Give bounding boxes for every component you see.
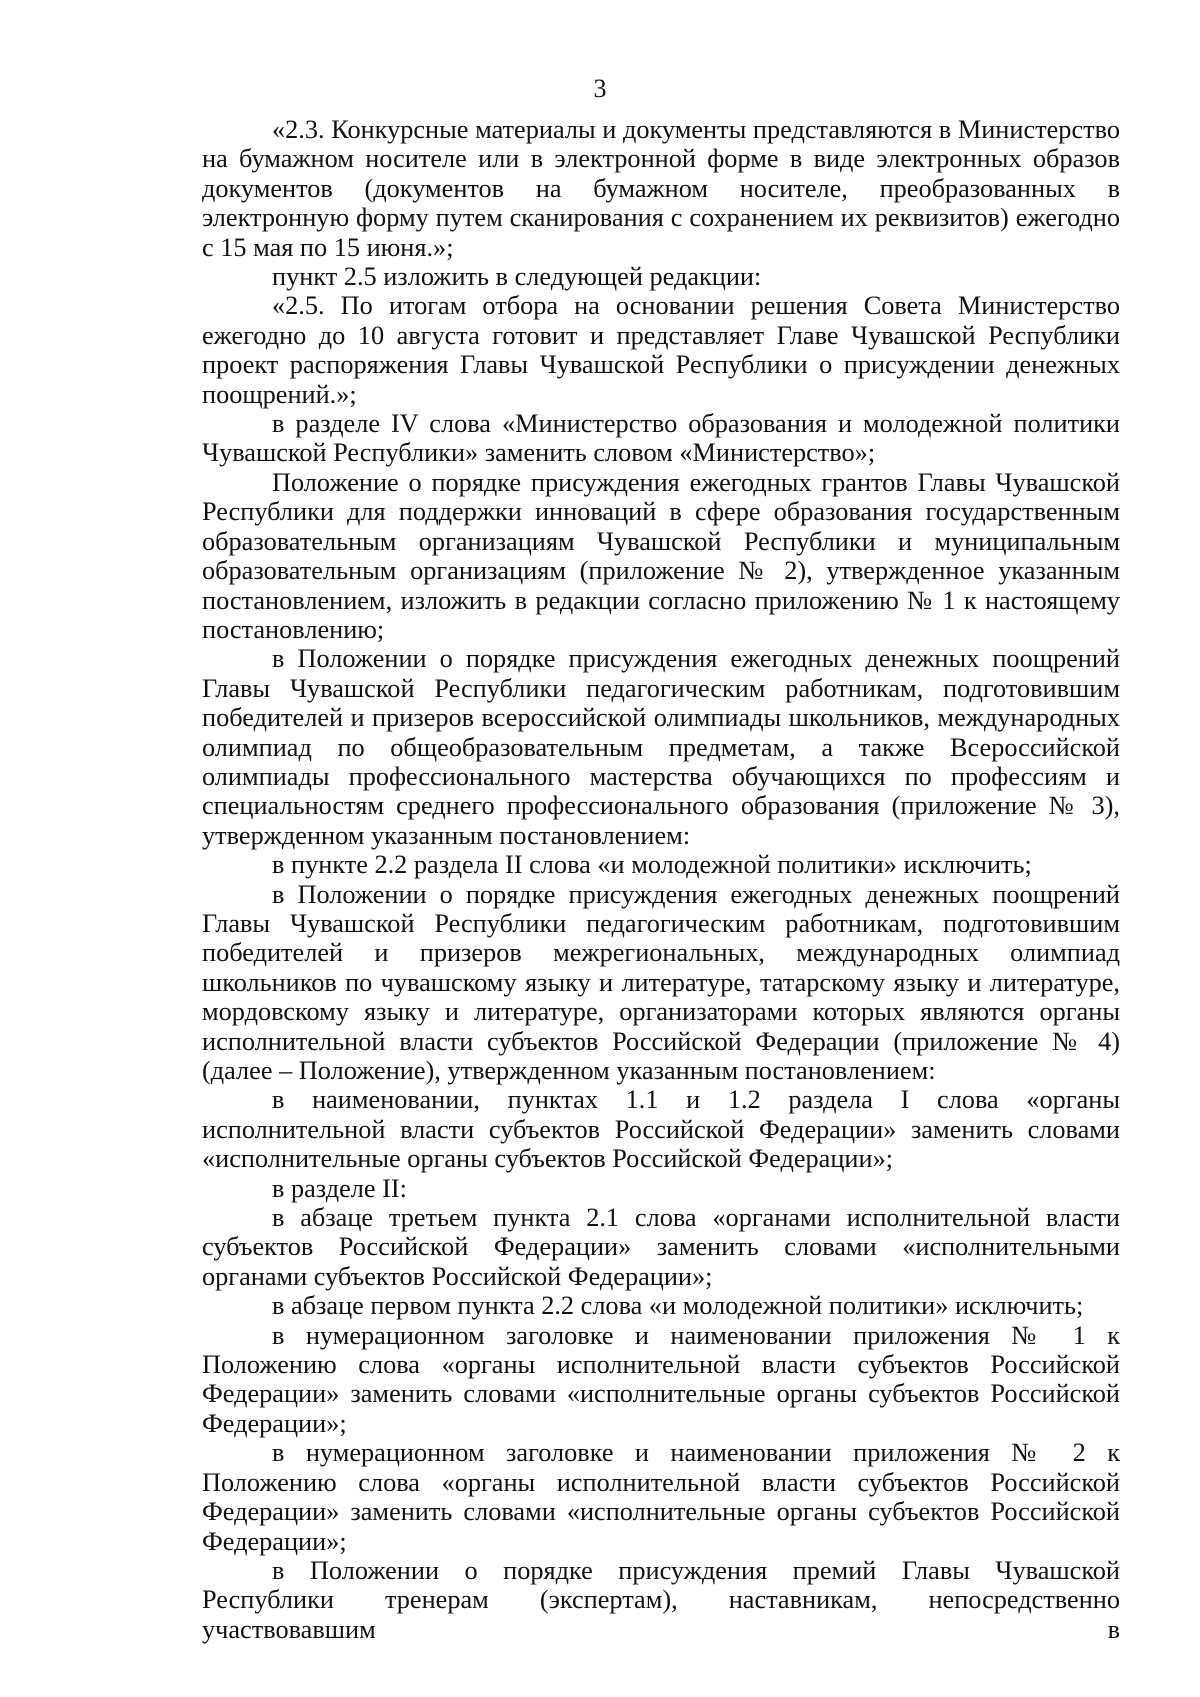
paragraph-section-ii: в разделе II: [272, 1173, 407, 1203]
paragraph-2-3: «2.3. Конкурсные материалы и документы представляются в Министерство на бумажном носителе или в электронной форме в виде электронных образов документов (документов на бумажном носителе, преобразованных в электронную форму путем сканирования с сохранением их реквизитов) ежегодно с 15 мая по 15 июня.»; [202, 115, 1120, 262]
paragraph-annex-4-regulation: в Положении о порядке присуждения ежегодных денежных поощрений Главы Чувашской Республики педагогическим работникам, подготовившим победителей и призеров межрегиональных, международных олимпиад школьников по чувашскому языку и литературе, татарскому языку и литературе, мордовскому языку и литературе, организаторами которых являются органы исполнительной власти субъектов Российской Федерации (приложение № 4) (далее – Положение), утвержденном указанным постановлением: [202, 879, 1120, 1085]
paragraph-section-iv: в разделе IV слова «Министерство образования и молодежной политики Чувашской Республики» заменить словом «Министерство»; [202, 409, 1120, 468]
paragraph-section-i-items: в наименовании, пунктах 1.1 и 1.2 раздела I слова «органы исполнительной власти субъектов Российской Федерации» заменить словами «исполнительные органы субъектов Российской Федерации»; [202, 1085, 1120, 1174]
paragraph-instruction-2-5: пункт 2.5 изложить в следующей редакции: [272, 262, 762, 292]
paragraph-2-5: «2.5. По итогам отбора на основании решения Совета Министерство ежегодно до 10 августа готовит и представляет Главе Чувашской Республики проект распоряжения Главы Чувашской Республики о присуждении денежных поощрений.»; [202, 291, 1120, 409]
paragraph-premium-regulation: в Положении о порядке присуждения премий Главы Чувашской Республики тренерам (экспертам), наставникам, непосредственно участвовавшим в [202, 1555, 1120, 1644]
paragraph-annex-1-heading: в нумерационном заголовке и наименовании приложения № 1 к Положению слова «органы исполнительной власти субъектов Российской Федерации» заменить словами «исполнительные органы субъектов Российской Федерации»; [202, 1320, 1120, 1438]
paragraph-item-2-2: в пункте 2.2 раздела II слова «и молодежной политики» исключить; [272, 850, 1032, 880]
page-number: 3 [593, 74, 607, 103]
paragraph-annex-2-heading: в нумерационном заголовке и наименовании приложения № 2 к Положению слова «органы исполнительной власти субъектов Российской Федерации» заменить словами «исполнительные органы субъектов Российской Федерации»; [202, 1438, 1120, 1556]
paragraph-item-2-2-first: в абзаце первом пункта 2.2 слова «и молодежной политики» исключить; [272, 1291, 1084, 1321]
paragraph-grants-regulation: Положение о порядке присуждения ежегодных грантов Главы Чувашской Республики для поддержки инноваций в сфере образования государственным образовательным организациям Чувашской Республики и муниципальным образовательным организациям (приложение № 2), утвержденное указанным постановлением, изложить в редакции согласно приложению № 1 к настоящему постановлению; [202, 467, 1120, 644]
document-body [202, 115, 1120, 1644]
paragraph-item-2-1: в абзаце третьем пункта 2.1 слова «органами исполнительной власти субъектов Российской Федерации» заменить словами «исполнительными органами субъектов Российской Федерации»; [202, 1203, 1120, 1291]
paragraph-annex-3-regulation: в Положении о порядке присуждения ежегодных денежных поощрений Главы Чувашской Республики педагогическим работникам, подготовившим победителей и призеров всероссийской олимпиады школьников, международных олимпиад по общеобразовательным предметам, а также Всероссийской олимпиады профессионального мастерства обучающихся по профессиям и специальностям среднего профессионального образования (приложение № 3), утвержденном указанным постановлением: [202, 644, 1120, 850]
